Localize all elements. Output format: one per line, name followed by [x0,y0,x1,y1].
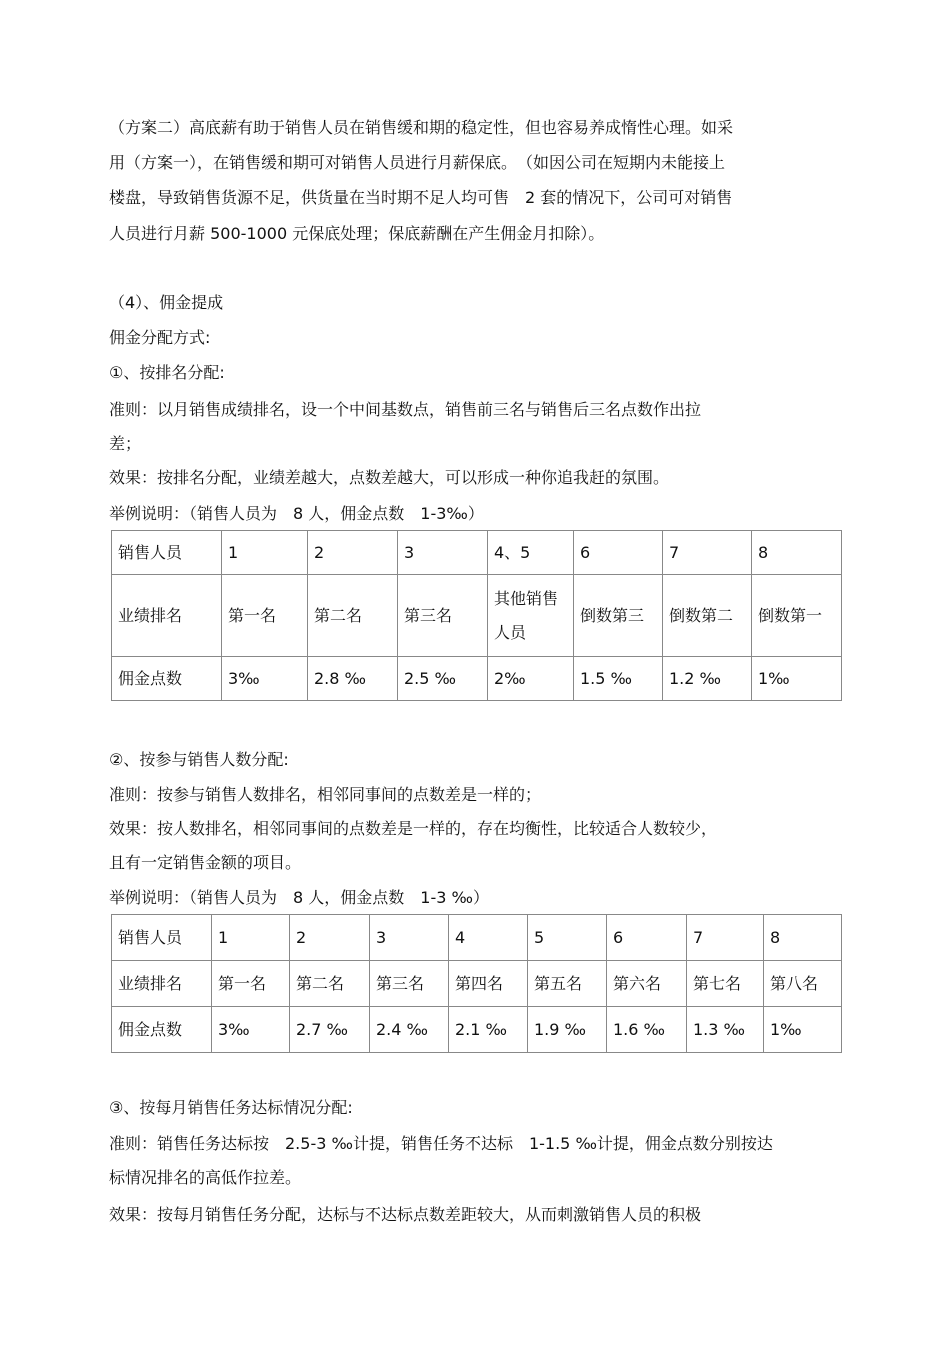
table-cell: 倒数第二 [663,575,752,657]
table-cell: 7 [687,915,764,961]
table-cell: 1.9 ‰ [528,1007,607,1053]
table-row [112,531,842,575]
table-cell: 业绩排名 [112,961,212,1007]
method1-title: ①、按排名分配: [109,363,225,382]
section-subheading: 佣金分配方式: [109,328,211,347]
table-cell: 7 [663,531,752,575]
table-row [112,915,842,961]
paragraph-line-4: 人员进行月薪 500-1000 元保底处理；保底薪酬在产生佣金月扣除）。 [109,224,605,243]
table-row [112,961,842,1007]
table-cell: 2.1 ‰ [449,1007,528,1053]
table-cell: 1.6 ‰ [607,1007,687,1053]
table-cell: 佣金点数 [112,657,222,701]
table-cell: 2.4 ‰ [370,1007,449,1053]
paragraph-line-3: 楼盘，导致销售货源不足，供货量在当时期不足人均可售 2 套的情况下，公司可对销售 [109,188,733,207]
table-cell: 6 [607,915,687,961]
paragraph-line-1: （方案二）高底薪有助于销售人员在销售缓和期的稳定性，但也容易养成惰性心理。如采 [109,118,734,137]
table-cell: 5 [528,915,607,961]
table-cell: 1‰ [752,657,842,701]
method1-example: 举例说明：（销售人员为 8 人，佣金点数 1-3‰） [109,504,484,523]
table-cell: 6 [574,531,663,575]
method2-rule: 准则：按参与销售人数排名，相邻同事间的点数差是一样的； [109,785,542,804]
table-cell: 第四名 [449,961,528,1007]
method1-rule-line-2: 差； [109,434,142,453]
table-cell: 第五名 [528,961,607,1007]
table-cell: 3‰ [212,1007,290,1053]
table-cell: 2 [290,915,370,961]
method2-example: 举例说明：（销售人员为 8 人，佣金点数 1-3 ‰） [109,888,489,907]
method3-title: ③、按每月销售任务达标情况分配: [109,1098,353,1117]
table-cell: 1‰ [764,1007,842,1053]
method3-rule-line-1: 准则：销售任务达标按 2.5-3 ‰计提，销售任务不达标 1-1.5 ‰计提，佣金点数分别按达 [109,1134,773,1153]
table-cell: 第七名 [687,961,764,1007]
table-cell: 第八名 [764,961,842,1007]
table-cell: 1.2 ‰ [663,657,752,701]
table-cell: 2 [308,531,398,575]
table-cell: 2‰ [488,657,574,701]
table-cell: 销售人员 [112,531,222,575]
commission-table-ranking [111,530,842,701]
table-cell: 第一名 [222,575,308,657]
section-heading: （4）、佣金提成 [109,293,224,312]
table-cell: 4、5 [488,531,574,575]
table-cell: 第三名 [370,961,449,1007]
table-cell: 2.5 ‰ [398,657,488,701]
method2-effect-line-1: 效果：按人数排名，相邻同事间的点数差是一样的，存在均衡性，比较适合人数较少， [109,819,718,838]
table-cell: 1.5 ‰ [574,657,663,701]
table-cell: 第三名 [398,575,488,657]
table-cell: 3 [370,915,449,961]
method2-effect-line-2: 且有一定销售金额的项目。 [109,853,302,872]
table-cell: 倒数第三 [574,575,663,657]
table-cell: 佣金点数 [112,1007,212,1053]
table-cell: 3‰ [222,657,308,701]
table-cell: 业绩排名 [112,575,222,657]
table-cell: 第二名 [308,575,398,657]
table-cell: 第一名 [212,961,290,1007]
method3-rule-line-2: 标情况排名的高低作拉差。 [109,1168,302,1187]
table-cell: 2.8 ‰ [308,657,398,701]
method1-rule-line-1: 准则：以月销售成绩排名，设一个中间基数点，销售前三名与销售后三名点数作出拉 [109,400,702,419]
table-row [112,1007,842,1053]
table-row [112,657,842,701]
paragraph-line-2: 用（方案一），在销售缓和期可对销售人员进行月薪保底。 （如因公司在短期内未能接上 [109,153,726,172]
table-cell: 2.7 ‰ [290,1007,370,1053]
table-cell: 3 [398,531,488,575]
table-cell: 第六名 [607,961,687,1007]
table-cell: 1 [212,915,290,961]
table-cell: 1 [222,531,308,575]
table-cell: 4 [449,915,528,961]
table-cell: 8 [752,531,842,575]
table-cell: 8 [764,915,842,961]
method3-effect: 效果：按每月销售任务分配，达标与不达标点数差距较大，从而刺激销售人员的积极 [109,1205,702,1224]
table-cell: 第二名 [290,961,370,1007]
method1-effect: 效果：按排名分配，业绩差越大，点数差越大，可以形成一种你追我赶的氛围。 [109,468,670,487]
table-cell: 1.3 ‰ [687,1007,764,1053]
commission-table-headcount [111,914,842,1053]
table-cell: 其他销售人员 [488,575,574,657]
table-cell: 销售人员 [112,915,212,961]
table-cell: 倒数第一 [752,575,842,657]
method2-title: ②、按参与销售人数分配: [109,750,289,769]
table-row [112,575,842,657]
